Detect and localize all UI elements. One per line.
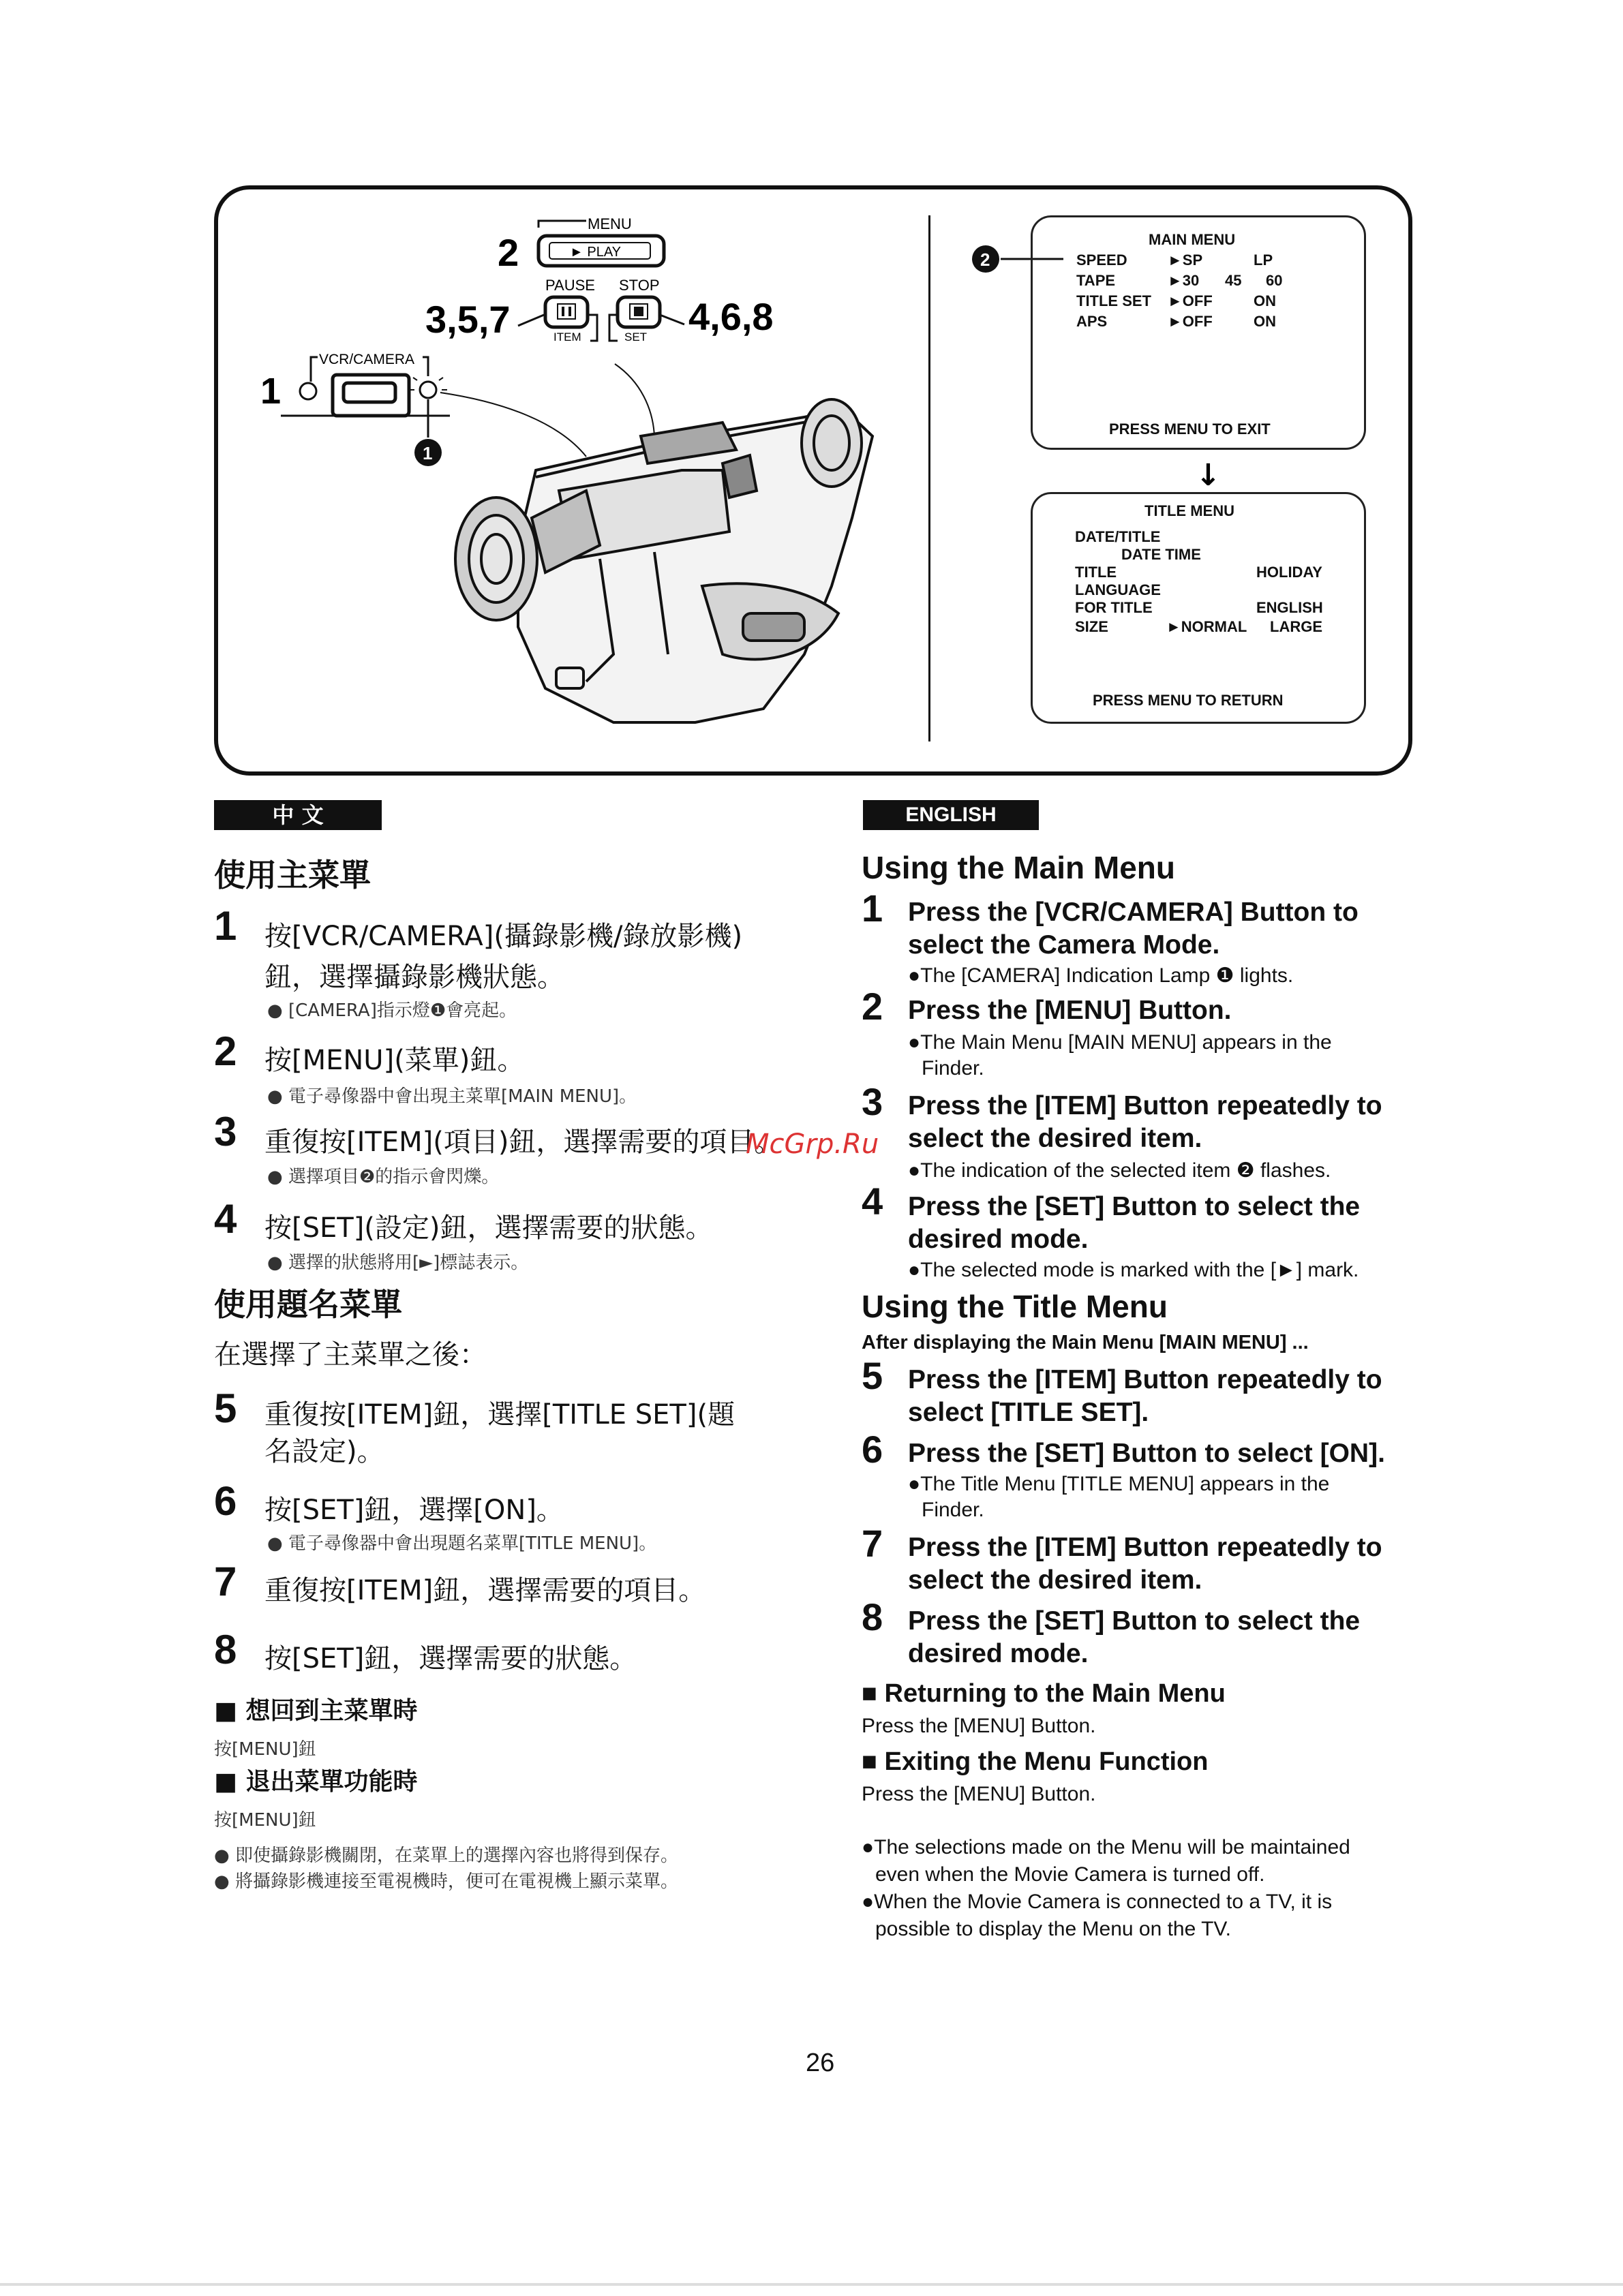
chinese-tag: 中 文: [214, 800, 382, 830]
bottom-rule: [0, 2283, 1623, 2286]
zh-step-num: 2: [214, 1028, 237, 1074]
main-menu-row-label: TAPE: [1076, 272, 1116, 289]
title-menu-row-label: DATE/TITLE: [1075, 528, 1161, 545]
en-step-text: Press the [SET] Button to select the: [908, 1606, 1361, 1636]
en-note: ●When the Movie Camera is connected to a TV, it is: [862, 1891, 1333, 1913]
left-steps: 3,5,7: [425, 298, 511, 341]
en-step-text: desired mode.: [908, 1225, 1089, 1254]
zh-step-text: 按[MENU](菜單)鈕。: [264, 1045, 525, 1076]
main-menu-screen: [1031, 215, 1366, 450]
main-menu-row-value: ►30: [1168, 272, 1200, 289]
zh-step-num: 6: [214, 1478, 237, 1524]
zh-step-note: ● 電子尋像器中會出現題名菜單[TITLE MENU]。: [267, 1533, 657, 1554]
stop-label: STOP: [619, 277, 660, 294]
zh-step-text: 按[SET]鈕，選擇[ON]。: [264, 1495, 564, 1526]
en-step-note: Finder.: [922, 1057, 984, 1080]
set-label: SET: [624, 331, 648, 343]
title-menu-row-label: SIZE: [1075, 618, 1108, 635]
en-step-text: Press the [ITEM] Button repeatedly to: [908, 1091, 1382, 1120]
menu-label: MENU: [588, 215, 632, 232]
zh-step-num: 3: [214, 1109, 237, 1154]
title-menu-row-value: LARGE: [1270, 618, 1322, 635]
main-menu-row-value: ►SP: [1168, 251, 1203, 269]
svg-text:1: 1: [423, 443, 433, 463]
svg-text:2: 2: [980, 249, 990, 270]
zh-step-num: 1: [214, 903, 237, 949]
en-step-num: 7: [862, 1522, 883, 1565]
zh-note: ● 將攝錄影機連接至電視機時，便可在電視機上顯示菜單。: [214, 1871, 678, 1892]
main-menu-row-value: ON: [1254, 313, 1276, 330]
en-step-text: select [TITLE SET].: [908, 1398, 1149, 1427]
en-step-note: Finder.: [922, 1499, 984, 1521]
en-return-heading: ■ Returning to the Main Menu: [862, 1679, 1226, 1708]
menu-bracket: [539, 221, 586, 228]
main-menu-title: MAIN MENU: [1149, 231, 1236, 248]
title-menu-row-label: LANGUAGE: [1075, 581, 1161, 598]
zh-step-text: 按[SET](設定)鈕，選擇需要的狀態。: [264, 1212, 713, 1244]
camera-diagram: [0, 0, 1623, 818]
en-note: possible to display the Menu on the TV.: [875, 1918, 1232, 1940]
en-note: ●The selections made on the Menu will be maintained: [862, 1836, 1350, 1858]
en-step-num: 2: [862, 985, 883, 1028]
zh-step-text: 重復按[ITEM]鈕，選擇需要的項目。: [264, 1575, 706, 1606]
en-step-note: ●The indication of the selected item ❷ flashes.: [908, 1159, 1331, 1182]
en-exit-heading: ■ Exiting the Menu Function: [862, 1747, 1209, 1776]
zh-step-text: 重復按[ITEM]鈕，選擇[TITLE SET](題: [264, 1399, 735, 1430]
main-menu-row-value: ►OFF: [1168, 292, 1213, 309]
camera-lamp-icon: [420, 382, 436, 398]
camcorder-illustration: [455, 399, 873, 722]
en-return-body: Press the [MENU] Button.: [862, 1715, 1096, 1737]
en-step-text: Press the [SET] Button to select [ON].: [908, 1439, 1385, 1468]
step-vcr-num: 1: [260, 371, 282, 412]
watermark: McGrp.Ru: [746, 1129, 879, 1160]
right-steps: 4,6,8: [688, 295, 774, 338]
title-menu-row-value: ►NORMAL: [1166, 618, 1247, 635]
title-menu-title: TITLE MENU: [1144, 502, 1234, 519]
english-tag: ENGLISH: [863, 800, 1039, 830]
en-step-text: Press the [MENU] Button.: [908, 996, 1232, 1025]
zh-return-heading: ■ 想回到主菜單時: [214, 1697, 418, 1725]
main-menu-row-label: APS: [1076, 313, 1108, 330]
main-menu-footer: PRESS MENU TO EXIT: [1109, 420, 1271, 438]
en-step-num: 8: [862, 1595, 883, 1638]
zh-step-note: ● 選擇項目❷的指示會閃爍。: [267, 1167, 500, 1187]
en-step-text: Press the [SET] Button to select the: [908, 1192, 1361, 1221]
zh-step-num: 7: [214, 1559, 237, 1604]
step-menu-num: 2: [498, 231, 519, 274]
en-step-note: ●The Title Menu [TITLE MENU] appears in the: [908, 1473, 1330, 1495]
en-exit-body: Press the [MENU] Button.: [862, 1783, 1096, 1805]
zh-step-text: 重復按[ITEM](項目)鈕，選擇需要的項目。: [264, 1127, 782, 1158]
pause-button: [545, 297, 588, 327]
en-step-num: 1: [862, 887, 883, 930]
vcr-camera-label: VCR/CAMERA: [319, 352, 415, 367]
main-menu-row-label: SPEED: [1076, 251, 1127, 269]
en-step-text: Press the [ITEM] Button repeatedly to: [908, 1365, 1382, 1394]
zh-step-text: 鈕，選擇攝錄影機狀態。: [264, 962, 564, 993]
main-menu-row-value: 45: [1225, 272, 1242, 289]
title-menu-row-value: HOLIDAY: [1256, 564, 1322, 581]
item-label: ITEM: [553, 331, 581, 343]
zh-heading: 使用主菜單: [214, 857, 371, 893]
en-after-text: After displaying the Main Menu [MAIN MENU] ...: [862, 1332, 1309, 1353]
en-step-note: ●The Main Menu [MAIN MENU] appears in the: [908, 1031, 1332, 1054]
zh-step-text: 按[VCR/CAMERA](攝錄影機/錄放影機): [264, 921, 743, 952]
down-arrow-icon: ↓: [1196, 458, 1221, 493]
zh-step-text: 名設定)。: [264, 1436, 384, 1467]
zh-after-text: 在選擇了主菜單之後：: [214, 1339, 487, 1371]
main-menu-row-value: 60: [1266, 272, 1283, 289]
zh-step-note: ● 電子尋像器中會出現主菜單[MAIN MENU]。: [267, 1086, 637, 1107]
zh-exit-heading: ■ 退出菜單功能時: [214, 1768, 418, 1796]
zh-step-text: 按[SET]鈕，選擇需要的狀態。: [264, 1643, 637, 1674]
title-menu-row-value: ENGLISH: [1256, 599, 1323, 616]
en-heading: Using the Main Menu: [862, 850, 1175, 885]
en-note: even when the Movie Camera is turned off.: [875, 1863, 1265, 1886]
en-heading-2: Using the Title Menu: [862, 1289, 1168, 1324]
main-menu-row-value: ►OFF: [1168, 313, 1213, 330]
zh-return-body: 按[MENU]鈕: [214, 1739, 316, 1760]
en-step-text: Press the [ITEM] Button repeatedly to: [908, 1533, 1382, 1562]
en-step-num: 4: [862, 1180, 883, 1223]
zh-step-num: 8: [214, 1627, 237, 1672]
main-menu-row-value: LP: [1254, 251, 1273, 269]
en-step-text: select the desired item.: [908, 1565, 1202, 1595]
title-menu-row-label: FOR TITLE: [1075, 599, 1153, 616]
title-menu-footer: PRESS MENU TO RETURN: [1093, 692, 1284, 709]
zh-step-num: 4: [214, 1196, 237, 1242]
title-menu-row-label: TITLE: [1075, 564, 1117, 581]
zh-step-note: ● [CAMERA]指示燈❶會亮起。: [267, 1000, 517, 1021]
en-step-num: 5: [862, 1354, 883, 1397]
zh-note: ● 即使攝錄影機關閉，在菜單上的選擇內容也將得到保存。: [214, 1846, 678, 1866]
en-step-text: desired mode.: [908, 1639, 1089, 1668]
main-menu-row-label: TITLE SET: [1076, 292, 1151, 309]
play-label: ► PLAY: [570, 245, 622, 260]
en-step-text: Press the [VCR/CAMERA] Button to: [908, 898, 1359, 927]
title-menu-row-label: DATE TIME: [1121, 546, 1201, 563]
zh-step-num: 5: [214, 1386, 237, 1431]
en-step-num: 3: [862, 1080, 883, 1123]
zh-step-note: ● 選擇的狀態將用[►]標誌表示。: [267, 1253, 529, 1273]
en-step-note: ●The selected mode is marked with the [►] mark.: [908, 1259, 1359, 1281]
title-menu-screen: [1031, 492, 1366, 724]
en-step-text: select the desired item.: [908, 1124, 1202, 1153]
zh-exit-body: 按[MENU]鈕: [214, 1810, 316, 1831]
pause-label: PAUSE: [545, 277, 595, 294]
en-step-text: select the Camera Mode.: [908, 930, 1220, 960]
zh-heading-2: 使用題名菜單: [214, 1286, 402, 1323]
page-number: 26: [806, 2049, 835, 2077]
en-step-note: ●The [CAMERA] Indication Lamp ❶ lights.: [908, 964, 1294, 987]
en-step-num: 6: [862, 1428, 883, 1471]
main-menu-row-value: ON: [1254, 292, 1276, 309]
